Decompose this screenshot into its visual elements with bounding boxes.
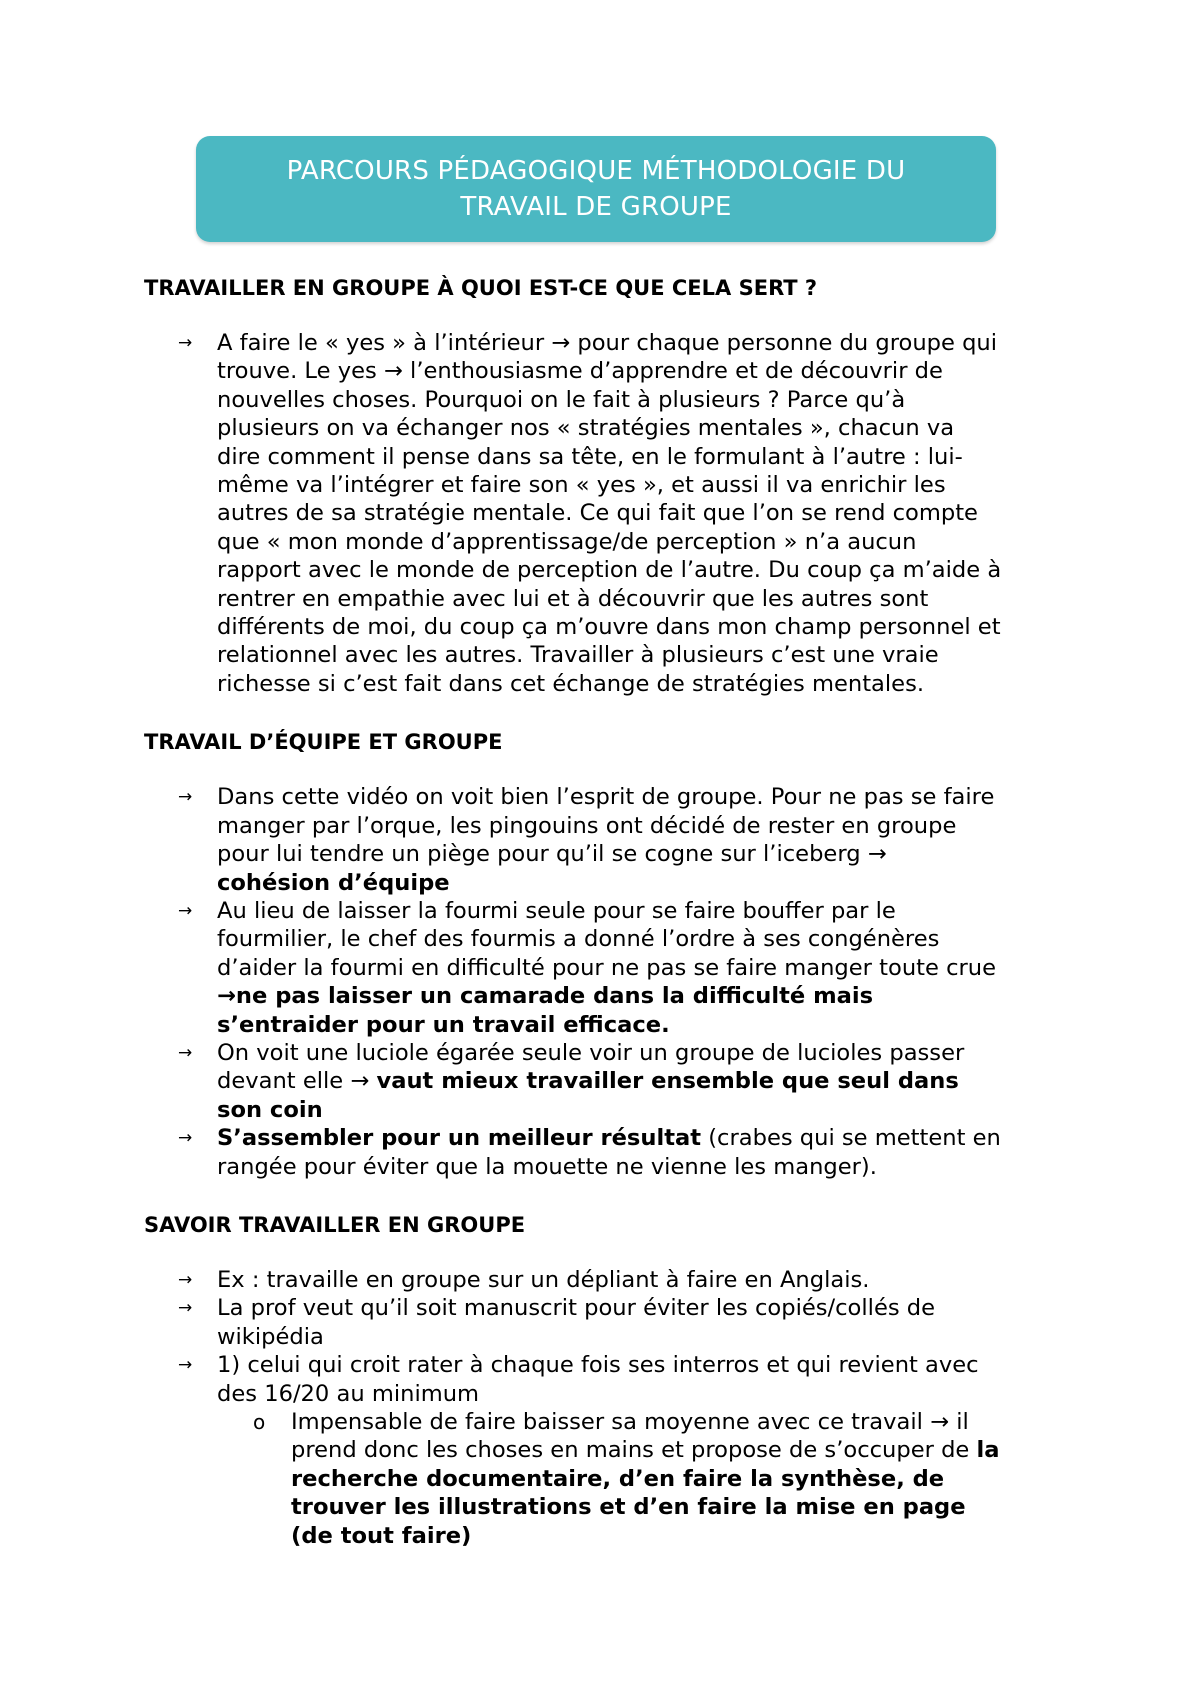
bold-text-segment: vaut mieux travailler ensemble que seul dans [376,1068,959,1095]
text-line: rentrer en empathie avec lui et à découvrir que les autres sont [217,585,929,612]
list-item [144,1124,1079,1181]
circle-bullet-icon: o [253,1410,266,1434]
text-line: wikipédia [217,1323,324,1350]
bold-text-line: son coin [217,1096,323,1123]
bold-text-line: trouver les illustrations et d’en faire la mise en page [291,1494,966,1521]
list-item [144,1294,1079,1351]
right-arrow-icon: → [178,900,193,921]
bold-text-line: cohésion d’équipe [217,869,450,896]
text-line [291,1436,1079,1464]
list-item [144,1351,1079,1408]
text-line: d’aider la fourmi en difficulté pour ne pas se faire manger toute crue [217,954,997,981]
list-item [144,1039,1079,1124]
title-line-2: TRAVAIL DE GROUPE [460,192,732,222]
text-line: manger par l’orque, les pingouins ont décidé de rester en groupe [217,812,957,839]
right-arrow-icon: → [178,1269,193,1290]
bold-text-segment: la [976,1437,1000,1464]
text-line: rapport avec le monde de perception de l’autre. Du coup ça m’aide à [217,557,1002,584]
list-item [144,1266,1079,1294]
text-line: des 16/20 au minimum [217,1380,480,1407]
text-line: relationnel avec les autres. Travailler à plusieurs c’est une vraie [217,642,939,669]
list-item [144,897,1079,1039]
title-line-1: PARCOURS PÉDAGOGIQUE MÉTHODOLOGIE DU [286,156,906,186]
text-line [217,1067,1079,1095]
bullet-list [144,329,1079,698]
right-arrow-icon: → [178,787,193,808]
text-segment: prend donc les choses en mains et propose de s’occuper de [291,1437,977,1464]
section-teamwork [144,728,1079,1181]
bold-text-line: recherche documentaire, d’en faire la synthèse, de [291,1465,945,1492]
section-purpose [144,274,1079,698]
sub-list-item [144,1408,1079,1550]
text-line: La prof veut qu’il soit manuscrit pour éviter les copiés/collés de [217,1295,936,1322]
right-arrow-icon: → [178,1128,193,1149]
text-line: richesse si c’est fait dans cet échange de stratégies mentales. [217,670,925,697]
section-heading: TRAVAILLER EN GROUPE À QUOI EST-CE QUE CELA SERT ? [144,276,818,300]
bold-text-line: (de tout faire) [291,1522,472,1549]
bullet-list [144,783,1079,1181]
text-segment: (crabes qui se mettent en [701,1125,1001,1152]
bold-text-line: s’entraider pour un travail efficace. [217,1011,670,1038]
right-arrow-icon: → [178,1355,193,1376]
title-banner [196,136,996,242]
text-line: Dans cette vidéo on voit bien l’esprit de groupe. Pour ne pas se faire [217,784,995,811]
bullet-list [144,1266,1079,1550]
right-arrow-icon: → [178,333,193,353]
text-line: autres de sa stratégie mentale. Ce qui fait que l’on se rend compte [217,500,978,527]
text-line: pour lui tendre un piège pour qu’il se cogne sur l’iceberg → [217,841,887,868]
text-line: A faire le « yes » à l’intérieur → pour chaque personne du groupe qui [217,330,998,356]
text-line: plusieurs on va échanger nos « stratégies mentales », chacun va [217,415,955,442]
list-item [144,329,1079,698]
document-body [144,274,1079,1550]
text-line: 1) celui qui croit rater à chaque fois ses interros et qui revient avec [217,1352,979,1379]
bold-text-segment: S’assembler pour un meilleur résultat [217,1125,702,1152]
text-line: Au lieu de laisser la fourmi seule pour se faire bouffer par le [217,897,896,924]
text-line: fourmilier, le chef des fourmis a donné l’ordre à ses congénères [217,926,940,953]
text-line: nouvelles choses. Pourquoi on le fait à plusieurs ? Parce qu’à [217,386,906,413]
text-line [217,1124,1079,1152]
bold-text-line: →ne pas laisser un camarade dans la difficulté mais [217,983,874,1010]
list-item [144,783,1079,897]
section-heading: TRAVAIL D’ÉQUIPE ET GROUPE [144,730,503,755]
section-how-to [144,1211,1079,1550]
text-segment: devant elle → [217,1068,377,1095]
text-line: même va l’intégrer et faire son « yes », et aussi il va enrichir les [217,472,946,499]
text-line: trouve. Le yes → l’enthousiasme d’apprendre et de découvrir de [217,358,943,385]
text-line: différents de moi, du coup ça m’ouvre dans mon champ personnel et [217,614,1001,641]
text-line: Ex : travaille en groupe sur un dépliant à faire en Anglais. [217,1266,870,1293]
text-line: Impensable de faire baisser sa moyenne avec ce travail → il [291,1409,969,1435]
section-heading: SAVOIR TRAVAILLER EN GROUPE [144,1212,526,1237]
text-line: que « mon monde d’apprentissage/de perception » n’a aucun [217,528,917,555]
right-arrow-icon: → [178,1298,193,1319]
text-line: rangée pour éviter que la mouette ne vienne les manger). [217,1153,877,1180]
text-line: On voit une luciole égarée seule voir un groupe de lucioles passer [217,1039,965,1066]
right-arrow-icon: → [178,1042,193,1063]
text-line: dire comment il pense dans sa tête, en le formulant à l’autre : lui- [217,443,963,470]
